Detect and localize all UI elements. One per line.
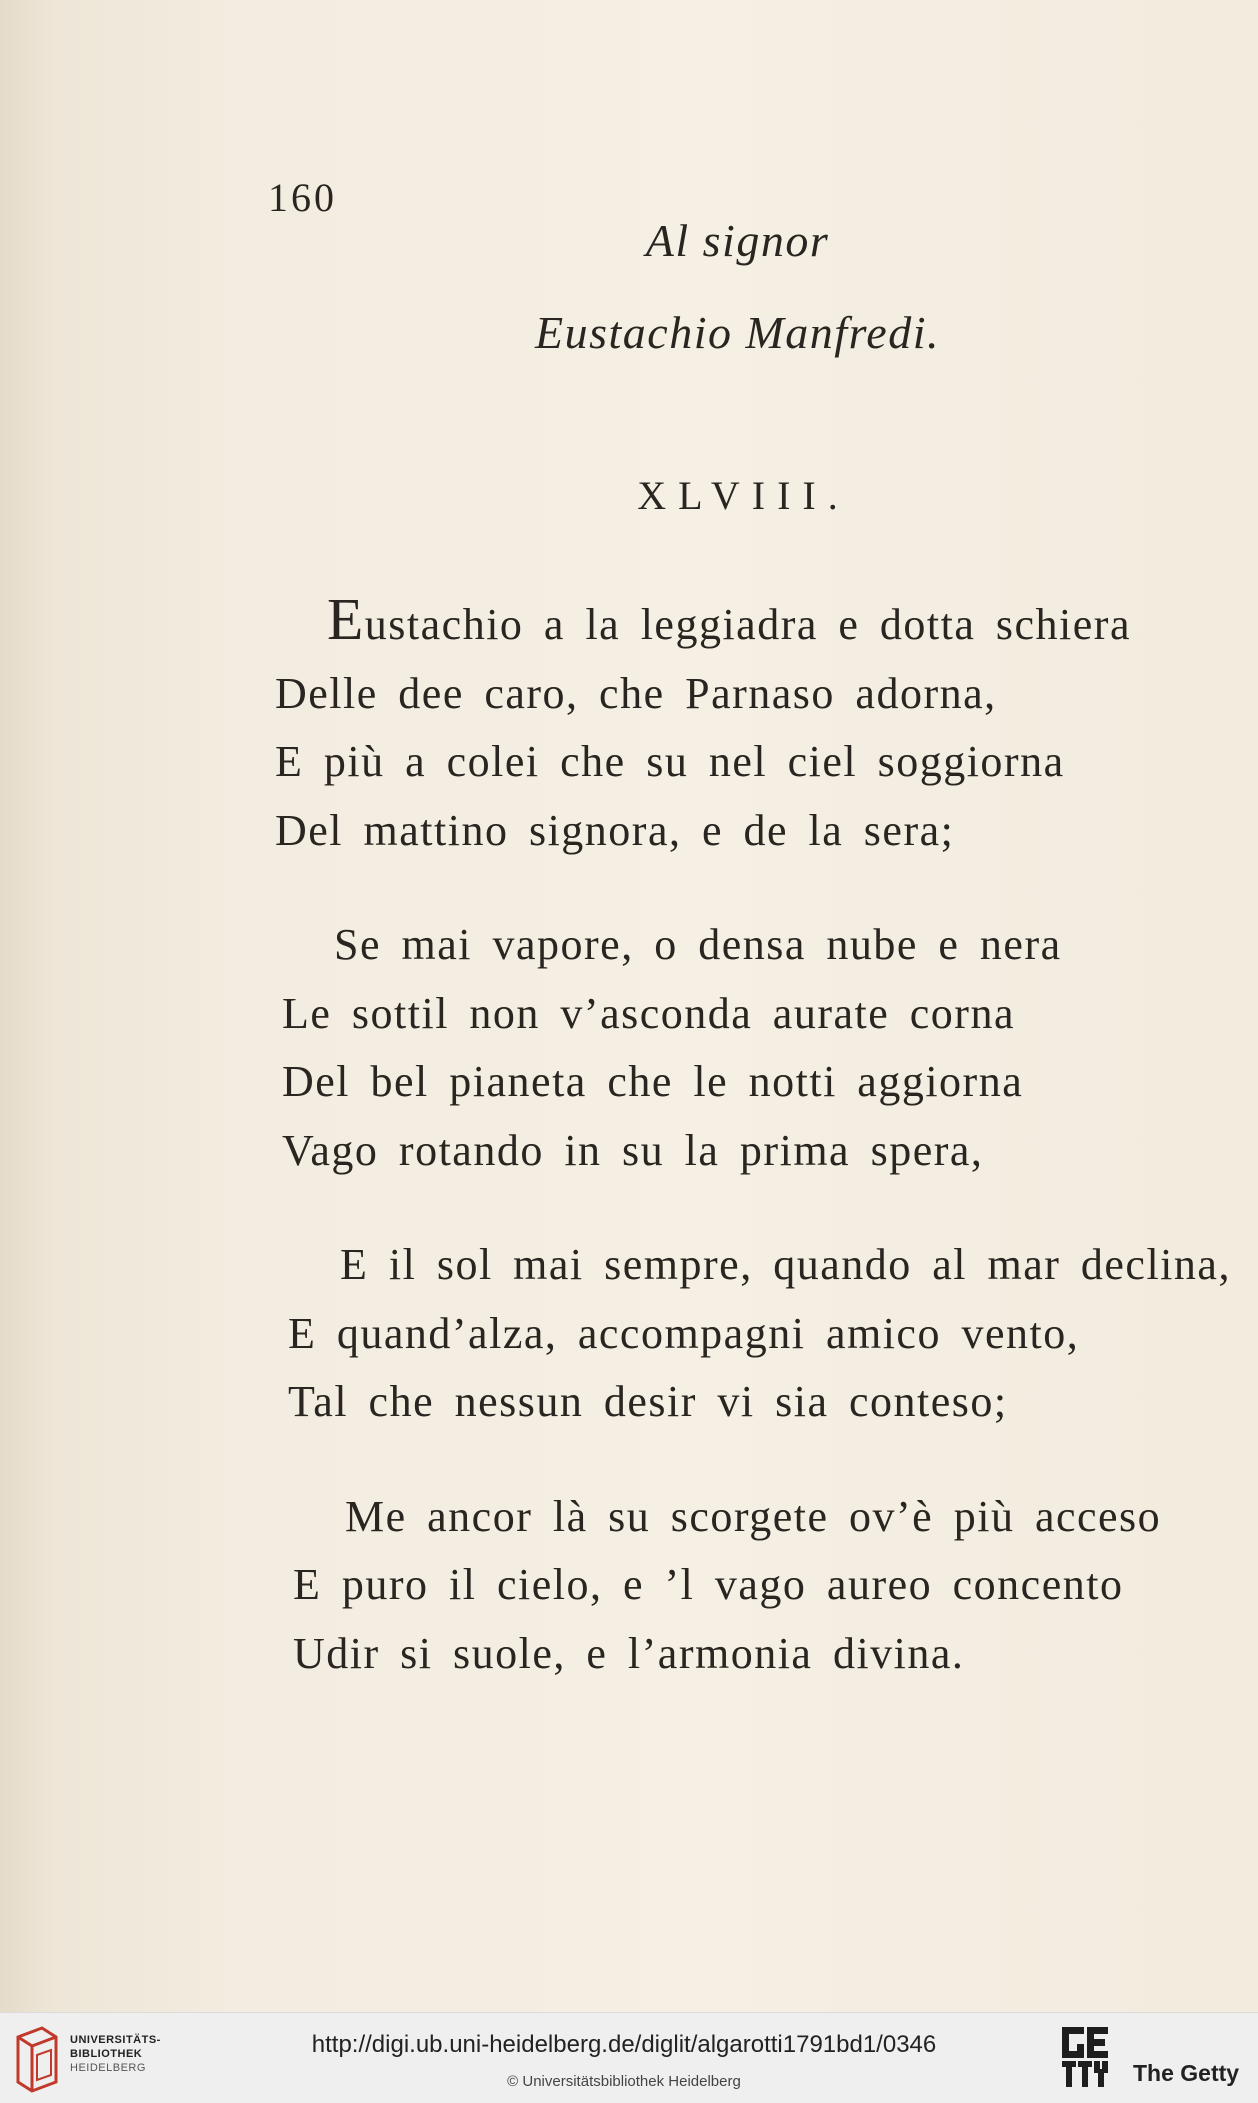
dedication-line-1: Al signor — [645, 215, 830, 266]
poem-line: Delle dee caro, che Parnaso adorna, — [275, 668, 997, 718]
poem-line: E il sol mai sempre, quando al mar declina, — [340, 1240, 1231, 1289]
poem-line: Del bel pianeta che le notti aggiorna — [282, 1057, 1024, 1106]
copyright-text: © Universitätsbibliothek Heidelberg — [507, 2073, 741, 2090]
poem-line: Vago rotando in su la prima spera, — [282, 1125, 984, 1175]
poem-line: Le sottil non v’asconda aurate corna — [282, 988, 1015, 1038]
permalink-url: http://digi.ub.uni-heidelberg.de/diglit/algarotti1791bd1/0346 — [311, 2031, 937, 2058]
stanza — [282, 911, 1235, 1185]
library-name-line: BIBLIOTHEK — [70, 2048, 143, 2060]
dedication-line-2: Eustachio Manfredi. — [535, 307, 940, 358]
library-name-line: UNIVERSITÄTS- — [70, 2034, 161, 2046]
poem-line: Eustachio a la leggiadra e dotta schiera — [327, 586, 1131, 652]
library-name-line: HEIDELBERG — [70, 2062, 146, 2074]
poem-number: XLVIII. — [637, 473, 850, 518]
poem-line: E puro il cielo, e ’l vago aureo concento — [293, 1560, 1124, 1609]
poem-line: Se mai vapore, o densa nube e nera — [334, 920, 1062, 969]
poem-line: E quand’alza, accompagni amico vento, — [288, 1308, 1080, 1358]
page-number: 160 — [268, 175, 337, 220]
stanza — [293, 1483, 1235, 1689]
footer-bar — [0, 2012, 1258, 2103]
poem-line: E più a colei che su nel ciel soggiorna — [275, 737, 1065, 786]
partner-name: The Getty — [1133, 2060, 1240, 2086]
poem-line: Me ancor là su scorgete ov’è più acceso — [345, 1491, 1162, 1541]
poem-line: Tal che nessun desir vi sia conteso; — [288, 1377, 1008, 1426]
stanza — [288, 1231, 1235, 1437]
poem — [275, 586, 1235, 1688]
poem-line: Udir si suole, e l’armonia divina. — [293, 1628, 965, 1678]
poem-line: Del mattino signora, e de la sera; — [275, 805, 955, 855]
getty-logo-icon — [1060, 2025, 1110, 2091]
stanza — [275, 586, 1235, 865]
